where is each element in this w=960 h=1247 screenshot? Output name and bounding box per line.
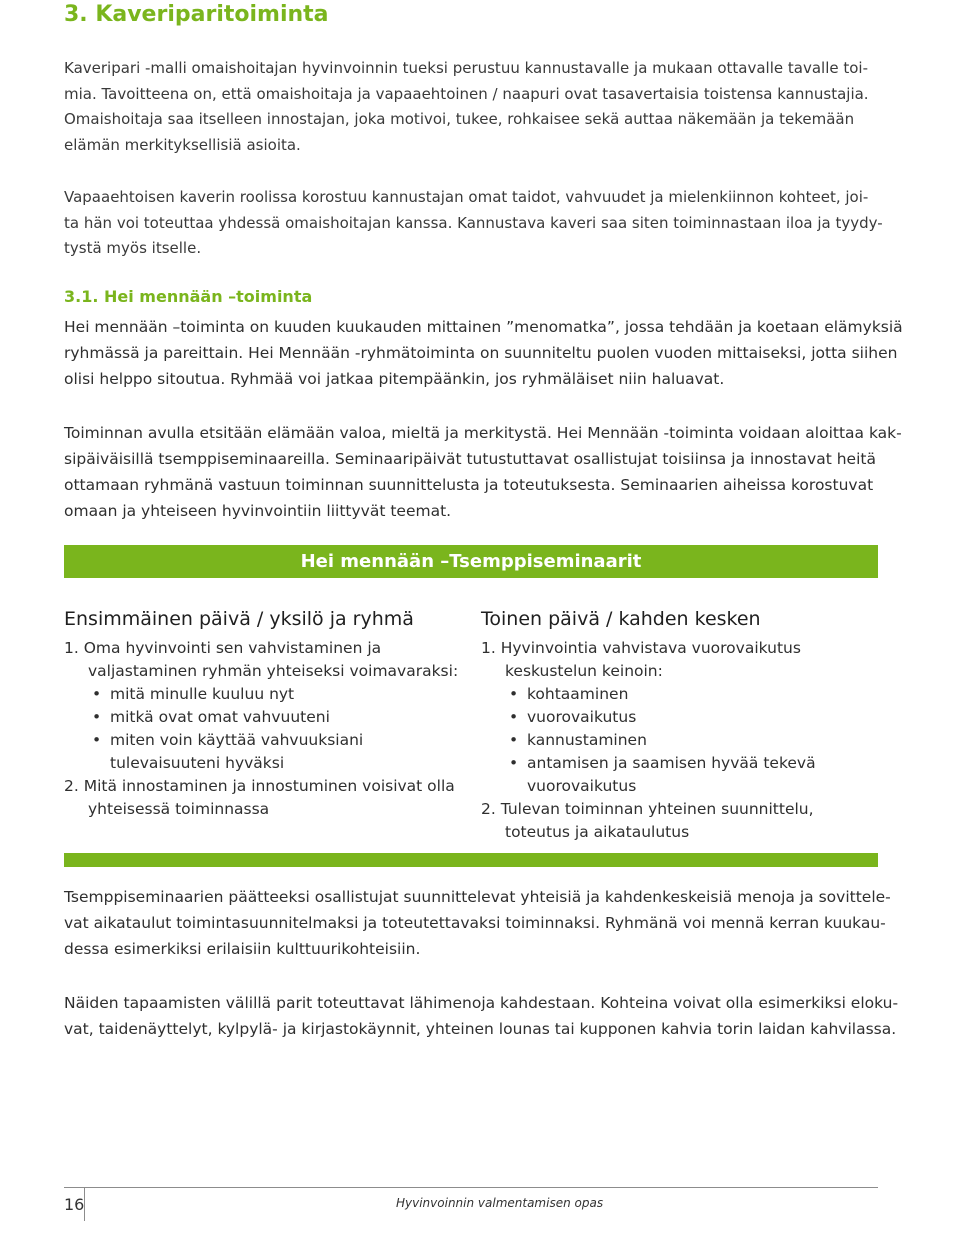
bullet-icon: • [509,754,519,772]
list-item: • mitä minulle kuuluu nyt [64,683,464,706]
list-item: • kannustaminen [481,729,881,752]
footer-rule [64,1187,878,1188]
section-title: 3. Kaveriparitoiminta [64,2,329,27]
text-line: mia. Tavoitteena on, että omaishoitaja ja vapaaehtoinen / naapuri ovat tasavertaisia toistensa kannustajia. [64,84,869,103]
after-paragraph-2 [64,990,899,1042]
bullet-icon: • [92,685,102,703]
day1-item1-line2: valjastaminen ryhmän yhteiseksi voimavaraksi: [88,662,459,680]
text-line: elämän merkityksellisiä asioita. [64,135,301,154]
text-line: Toiminnan avulla etsitään elämään valoa, mieltä ja merkitystä. Hei Mennään -toiminta voidaan aloittaa kak- [64,424,902,442]
seminar-banner [64,545,878,578]
after-paragraph-1 [64,884,891,962]
day2-item2-line2: toteutus ja aikataulutus [505,823,690,841]
text-line: tystä myös itselle. [64,239,202,257]
bullet-icon: • [92,731,102,749]
text-line: ta hän voi toteuttaa yhdessä omaishoitajan kanssa. Kannustava kaveri saa siten toiminnastaan iloa ja tyydy- [64,213,883,232]
section-divider-bar [64,853,878,867]
day1-item2-line2: yhteisessä toiminnassa [88,800,270,818]
banner-title: Hei mennään –Tsemppiseminaarit [300,551,642,572]
footer-title: Hyvinvoinnin valmentamisen opas [396,1196,604,1210]
list-item-continuation: vuorovaikutus [527,777,637,795]
bullet-icon: • [509,685,519,703]
day1-column [64,606,464,821]
text-line: sipäiväisillä tsemppiseminaareilla. Seminaaripäivät tutustuttavat osallistujat toisiinsa ja innostavat heitä [64,450,876,468]
day1-item2-line1: 2. Mitä innostaminen ja innostuminen voisivat olla [64,777,455,795]
text-line: Näiden tapaamisten välillä parit toteuttavat lähimenoja kahdestaan. Kohteina voivat olla esimerkiksi eloku- [64,994,899,1012]
intro-paragraph-1 [64,56,884,158]
day1-heading: Ensimmäinen päivä / yksilö ja ryhmä [64,608,414,630]
text-line: Omaishoitaja saa itselleen innostajan, joka motivoi, tukee, rohkaisee sekä auttaa näkemään ja tekemään [64,110,855,128]
text-line: vat, taidenäyttelyt, kylpylä- ja kirjastokäynnit, yhteinen lounas tai kupponen kahvia torin laidan kahvilassa. [64,1020,897,1038]
text-line: ottamaan ryhmänä vastuun toiminnan suunnittelusta ja toteutuksesta. Seminaarien aiheissa korostuvat [64,476,874,494]
list-item: • kohtaaminen [481,683,881,706]
text-line: olisi helppo sitoutua. Ryhmää voi jatkaa pitempäänkin, jos ryhmäläiset niin haluavat. [64,370,725,388]
page-number: 16 [64,1195,85,1214]
text-line: Tsemppiseminaarien päätteeksi osallistujat suunnittelevat yhteisiä ja kahdenkeskeisiä menoja ja sovittele- [64,888,891,906]
body-paragraph-2 [64,420,902,524]
day2-heading: Toinen päivä / kahden kesken [481,608,761,630]
day2-column [481,606,881,844]
list-item: • antamisen ja saamisen hyvää tekevä [481,752,881,775]
intro-paragraph-2 [64,185,884,262]
list-item: • miten voin käyttää vahvuuksiani [64,729,464,752]
body-paragraph-1 [64,314,903,392]
bullet-icon: • [509,731,519,749]
text-line: Vapaaehtoisen kaverin roolissa korostuu kannustajan omat taidot, vahvuudet ja mielenkiinnon kohteet, joi- [64,188,869,206]
list-item: • vuorovaikutus [481,706,881,729]
subheading: 3.1. Hei mennään –toiminta [64,287,313,306]
day1-item1-line1: 1. Oma hyvinvointi sen vahvistaminen ja [64,639,382,657]
text-line: Hei mennään –toiminta on kuuden kuukauden mittainen ”menomatka”, jossa tehdään ja koetaan elämyksiä [64,318,903,336]
bullet-icon: • [509,708,519,726]
text-line: dessa esimerkiksi erilaisiin kulttuurikohteisiin. [64,940,421,958]
day2-item2-line1: 2. Tulevan toiminnan yhteinen suunnittelu, [481,800,814,818]
day2-item1-line1: 1. Hyvinvointia vahvistava vuorovaikutus [481,639,801,657]
text-line: Kaveripari -malli omaishoitajan hyvinvoinnin tueksi perustuu kannustavalle ja mukaan ottavalle tavalle toi- [64,59,868,77]
text-line: ryhmässä ja pareittain. Hei Mennään -ryhmätoiminta on suunniteltu puolen vuoden mittaiseksi, jotta siihen [64,344,898,362]
list-item-continuation: tulevaisuuteni hyväksi [110,754,285,772]
text-line: vat aikataulut toimintasuunnitelmaksi ja toteutettavaksi toiminnaksi. Ryhmänä voi mennä kerran kuukau- [64,914,886,932]
bullet-icon: • [92,708,102,726]
day2-item1-line2: keskustelun keinoin: [505,662,663,680]
list-item: • mitkä ovat omat vahvuuteni [64,706,464,729]
text-line: omaan ja yhteiseen hyvinvointiin liittyvät teemat. [64,502,452,520]
